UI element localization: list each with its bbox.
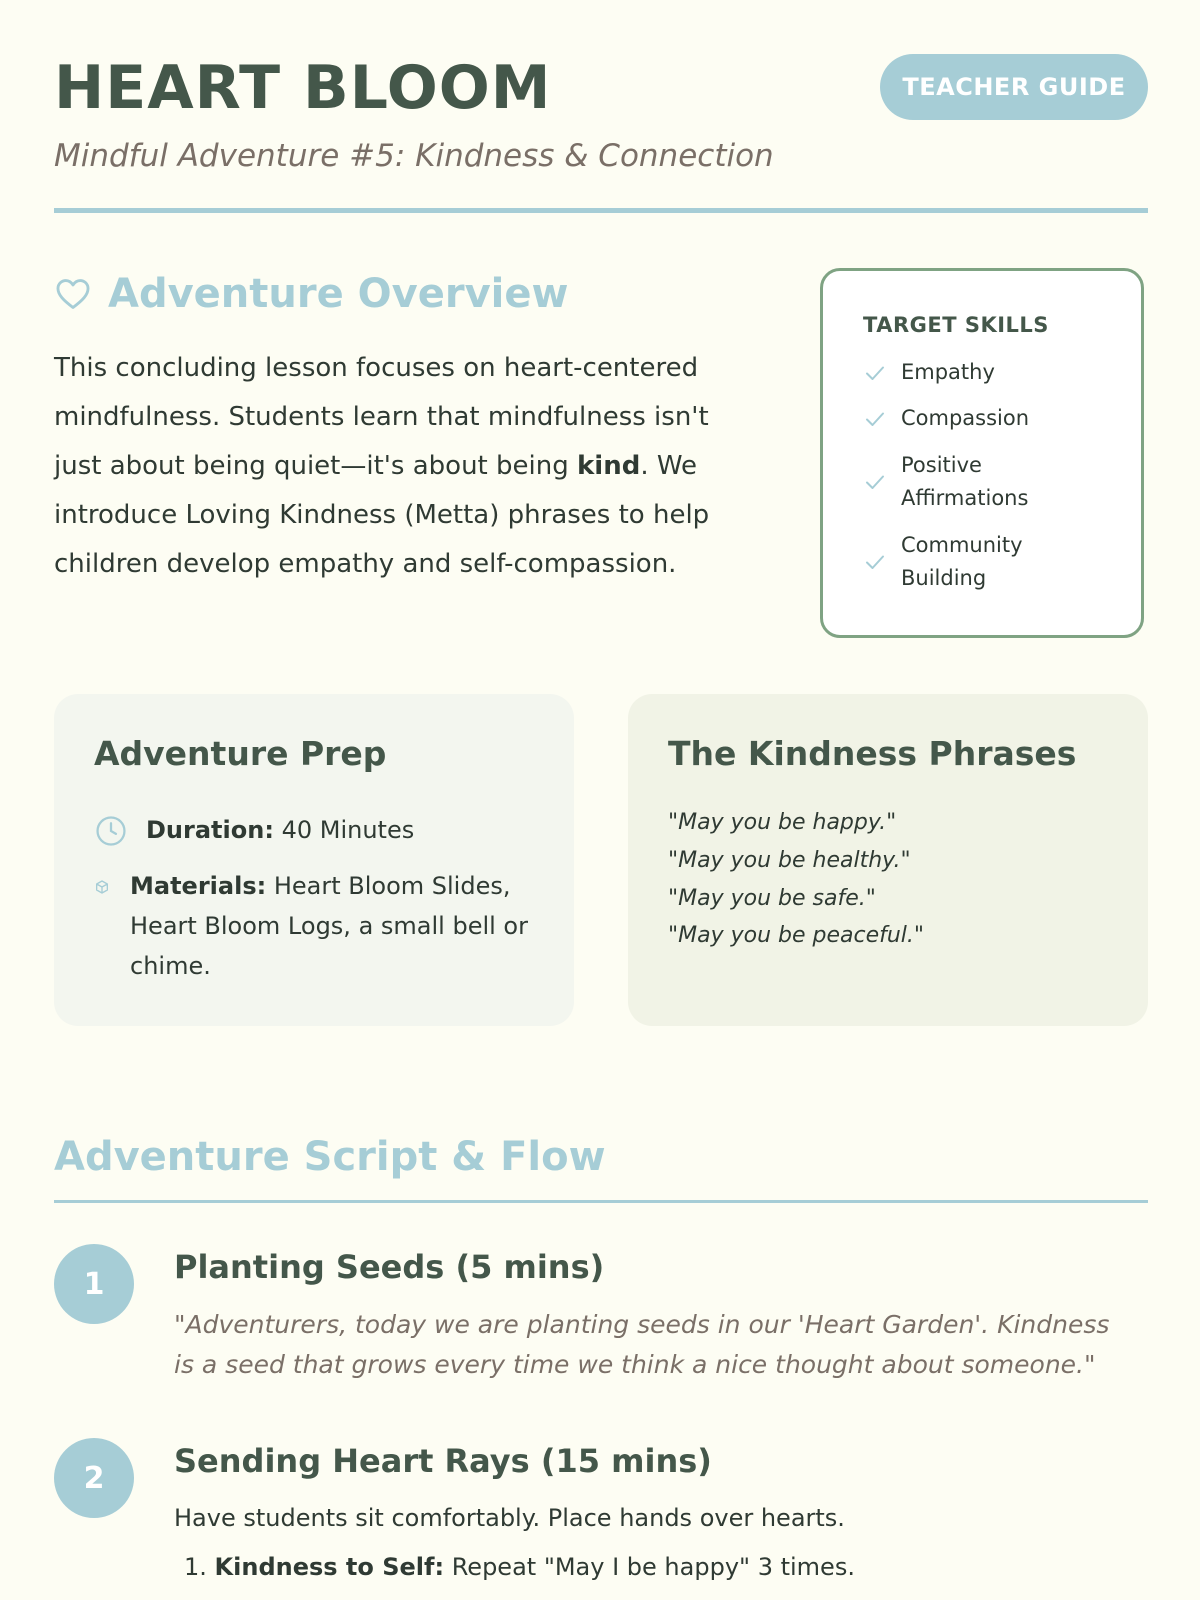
header-divider — [54, 208, 1148, 213]
step-number-badge: 2 — [54, 1438, 134, 1518]
header — [54, 52, 1148, 212]
skill-label: Positive Affirmations — [901, 453, 1029, 510]
script-flow-divider — [54, 1200, 1148, 1203]
target-skills-title: TARGET SKILLS — [863, 313, 1049, 337]
duration-value: 40 Minutes — [281, 816, 415, 844]
phrase-item: "May you be peaceful." — [668, 923, 925, 948]
phrase-item: "May you be healthy." — [668, 848, 911, 873]
check-icon — [863, 470, 887, 494]
overview-description — [54, 344, 754, 589]
phrase-item: "May you be safe." — [668, 886, 876, 911]
prep-title: Adventure Prep — [94, 734, 387, 773]
overview-bold-word: kind — [576, 451, 641, 481]
script-flow-heading: Adventure Script & Flow — [54, 1134, 606, 1180]
overview-text-start: This concluding lesson focuses on heart-centered mindfulness. Students learn that mindfulness isn't just about being quiet—it's about being — [54, 353, 709, 481]
materials-label: Materials: — [130, 872, 267, 900]
step-number-badge: 1 — [54, 1244, 134, 1324]
skill-label: Community Building — [901, 533, 1023, 590]
check-icon — [863, 407, 887, 431]
phrase-item: "May you be happy." — [668, 810, 897, 835]
overview-text-end: . We introduce Loving Kindness (Metta) phrases to help children develop empathy and self-compassion. — [54, 451, 710, 579]
overview-heading — [54, 270, 568, 318]
overview-title: Adventure Overview — [108, 271, 569, 317]
step-list-text: Repeat "May I be happy" 3 times. — [451, 1553, 855, 1581]
step-list-item: 1. Kindness to Self: Repeat "May I be happy" 3 times. — [184, 1553, 855, 1581]
skill-item — [863, 402, 1101, 435]
materials-row — [94, 866, 534, 986]
skill-label: Empathy — [901, 360, 995, 384]
skill-item — [863, 529, 1051, 595]
materials-value: Heart Bloom Slides, Heart Bloom Logs, a small bell or chime. — [130, 872, 528, 980]
skill-item — [863, 449, 1051, 515]
skill-label: Compassion — [901, 406, 1030, 430]
clock-icon — [94, 814, 128, 848]
target-skills-box — [820, 268, 1144, 638]
kindness-phrases-card — [628, 694, 1148, 1026]
adventure-prep-card — [54, 694, 574, 1026]
duration-label: Duration: — [146, 816, 274, 844]
page-title: HEART BLOOM — [54, 53, 552, 123]
teacher-guide-button[interactable]: TEACHER GUIDE — [880, 54, 1148, 120]
skill-item — [863, 356, 1101, 389]
step-title: Planting Seeds (5 mins) — [174, 1248, 605, 1286]
heart-icon — [54, 275, 92, 313]
box-icon — [94, 879, 110, 895]
step-list-label: Kindness to Self: — [214, 1553, 445, 1581]
page-subtitle: Mindful Adventure #5: Kindness & Connection — [54, 138, 774, 174]
check-icon — [863, 550, 887, 574]
step-instructions: Have students sit comfortably. Place hands over hearts. — [174, 1504, 845, 1532]
step-title: Sending Heart Rays (15 mins) — [174, 1442, 712, 1480]
check-icon — [863, 361, 887, 385]
duration-row — [94, 812, 414, 848]
step-quote: "Adventurers, today we are planting seeds in our 'Heart Garden'. Kindness is a seed that grows every time we think a nice thought about someone." — [174, 1310, 1110, 1379]
phrases-title: The Kindness Phrases — [668, 734, 1077, 773]
